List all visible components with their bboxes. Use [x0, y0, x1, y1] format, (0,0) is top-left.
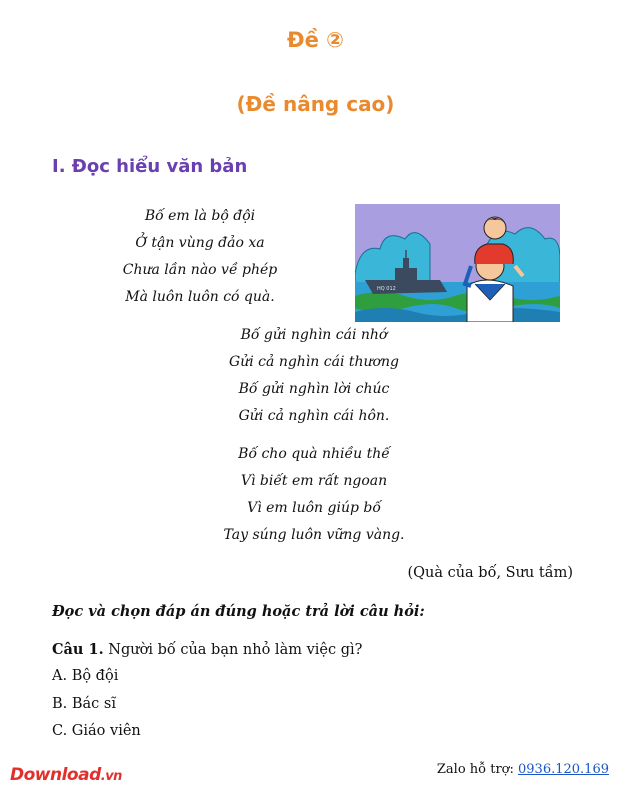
logo-text: Download: [10, 765, 101, 785]
answer-option-a: A. Bộ đội: [52, 668, 119, 684]
poem-line: Bố cho quà nhiều thế: [238, 446, 390, 462]
soldier-illustration: [355, 204, 560, 322]
support-label: Zalo hỗ trợ:: [436, 762, 519, 777]
question-number: Câu 1.: [52, 641, 104, 658]
poem-line: Mà luôn luôn có quà.: [125, 289, 275, 305]
poem-line: Vì biết em rất ngoan: [240, 473, 388, 489]
poem-line: Ở tận vùng đảo xa: [135, 235, 265, 251]
section-heading: I. Đọc hiểu văn bản: [52, 156, 248, 177]
support-phone-link[interactable]: 0936.120.169: [518, 762, 609, 777]
zalo-support: [437, 762, 609, 777]
ship-label: HQ 012: [377, 286, 396, 292]
poem-line: Bố gửi nghìn cái nhớ: [240, 327, 388, 343]
logo-suffix: .vn: [100, 769, 122, 784]
answer-option-b: B. Bác sĩ: [52, 696, 116, 712]
poem-line: Gửi cả nghìn cái thương: [229, 354, 399, 370]
download-vn-logo: [10, 765, 122, 785]
poem-line: Bố em là bộ đội: [144, 208, 256, 224]
poem-source: (Quà của bố, Sưu tầm): [407, 565, 573, 581]
question-instruction: Đọc và chọn đáp án đúng hoặc trả lời câu hỏi:: [52, 603, 425, 620]
poem-line: Gửi cả nghìn cái hôn.: [238, 408, 390, 424]
page-subtitle: (Đề nâng cao): [236, 92, 395, 116]
poem-line: Chưa lần nào về phép: [122, 262, 278, 278]
page-title: Đề ②: [287, 28, 344, 52]
question-text: Người bố của bạn nhỏ làm việc gì?: [103, 642, 363, 658]
poem-line: Vì em luôn giúp bố: [247, 500, 381, 516]
poem-line: Bố gửi nghìn lời chúc: [238, 381, 390, 397]
poem-line: Tay súng luôn vững vàng.: [223, 527, 405, 543]
question-1: [52, 641, 362, 658]
answer-option-c: C. Giáo viên: [52, 723, 141, 739]
